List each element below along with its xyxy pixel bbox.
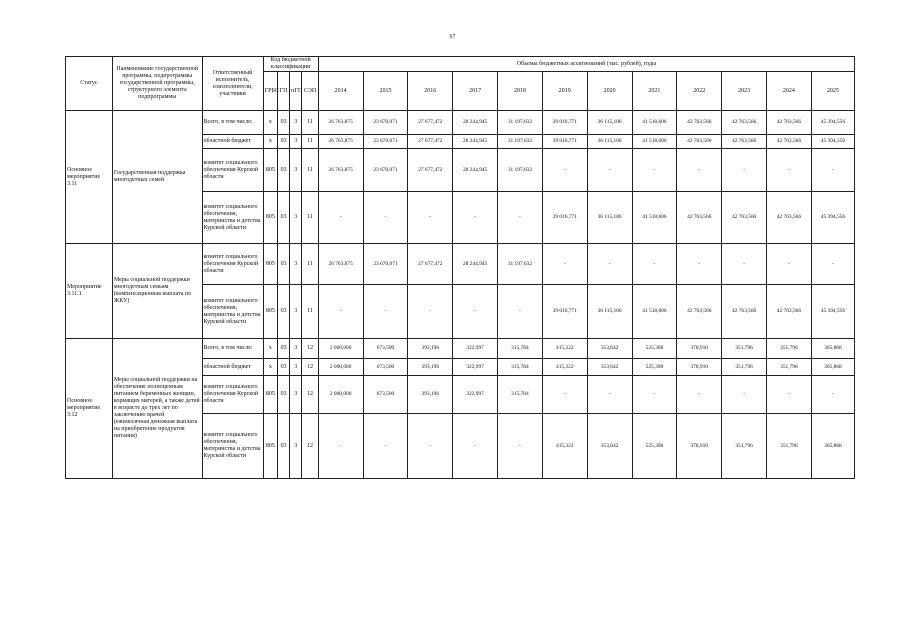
value-cell: - <box>767 149 812 192</box>
value-cell: - <box>767 376 812 414</box>
code-cell: 3 <box>290 414 302 479</box>
value-cell: - <box>632 149 677 192</box>
value-cell: - <box>363 285 408 339</box>
value-cell: 41 518,606 <box>632 285 677 339</box>
executor-cell: областной бюджет <box>202 135 263 149</box>
value-cell: 351,796 <box>767 414 812 479</box>
executor-cell: областной бюджет <box>202 359 263 376</box>
value-cell: 322,997 <box>453 339 498 359</box>
value-cell: 2 000,000 <box>318 376 363 414</box>
value-cell: - <box>498 414 543 479</box>
header-code-pgp: пГП <box>290 72 302 111</box>
code-cell: 11 <box>302 135 318 149</box>
header-year: 2023 <box>722 72 767 111</box>
program-name-cell: Меры социальной поддержки многодетным семьям (компенсационная выплата по ЖКУ) <box>112 244 202 339</box>
code-cell: 3 <box>290 111 302 135</box>
value-cell: 28 244,945 <box>453 149 498 192</box>
value-cell: 365,868 <box>811 359 854 376</box>
executor-cell: комитет социального обеспечения, материнства и детства Курской области <box>202 285 263 339</box>
value-cell: 673,500 <box>363 376 408 414</box>
value-cell: - <box>722 376 767 414</box>
executor-cell: комитет социального обеспечения, материнства и детства Курской области <box>202 192 263 244</box>
value-cell: - <box>811 149 854 192</box>
program-name-cell: Государственная поддержка многодетных семей <box>112 111 202 244</box>
value-cell: 42 763,566 <box>722 285 767 339</box>
executor-cell: комитет социального обеспечения Курской области <box>202 149 263 192</box>
code-cell: 03 <box>277 376 289 414</box>
value-cell: 351,796 <box>767 359 812 376</box>
value-cell: 31 197,632 <box>498 111 543 135</box>
value-cell: - <box>542 244 587 285</box>
code-cell: 805 <box>263 244 277 285</box>
executor-cell: Всего, в том числе: <box>202 111 263 135</box>
value-cell: - <box>318 414 363 479</box>
value-cell: 36 115,106 <box>587 285 632 339</box>
budget-table <box>65 56 855 479</box>
value-cell: 322,997 <box>453 376 498 414</box>
value-cell: 39 016,771 <box>542 285 587 339</box>
value-cell: 525,398 <box>632 414 677 479</box>
value-cell: 673,500 <box>363 359 408 376</box>
value-cell: 2 000,000 <box>318 339 363 359</box>
value-cell: 26 763,875 <box>318 135 363 149</box>
code-cell: х <box>263 111 277 135</box>
value-cell: 42 763,566 <box>722 192 767 244</box>
value-cell: 42 763,566 <box>767 135 812 149</box>
value-cell: 28 244,945 <box>453 244 498 285</box>
header-year: 2014 <box>318 72 363 111</box>
value-cell: 673,500 <box>363 339 408 359</box>
value-cell: 23 670,071 <box>363 135 408 149</box>
executor-cell: комитет социального обеспечения, материнства и детства Курской области <box>202 414 263 479</box>
header-code-gp: ГП <box>277 72 289 111</box>
page-number: 67 <box>449 34 456 40</box>
value-cell: 23 670,071 <box>363 149 408 192</box>
value-cell: 525,398 <box>632 359 677 376</box>
value-cell: 315,784 <box>498 376 543 414</box>
code-cell: 12 <box>302 359 318 376</box>
code-cell: 805 <box>263 192 277 244</box>
value-cell: 378,910 <box>677 359 722 376</box>
value-cell: - <box>677 244 722 285</box>
value-cell: - <box>722 244 767 285</box>
header-status: Статус <box>66 57 113 111</box>
value-cell: 353,642 <box>587 359 632 376</box>
code-cell: 805 <box>263 285 277 339</box>
code-cell: 03 <box>277 414 289 479</box>
code-cell: х <box>263 359 277 376</box>
value-cell: 42 763,566 <box>767 111 812 135</box>
value-cell: - <box>453 285 498 339</box>
value-cell: - <box>722 149 767 192</box>
code-cell: 3 <box>290 339 302 359</box>
value-cell: 42 763,566 <box>677 135 722 149</box>
value-cell: 41 518,606 <box>632 135 677 149</box>
value-cell: 36 115,106 <box>587 111 632 135</box>
status-cell: Мероприятие 3.11.1 <box>66 244 113 339</box>
value-cell: - <box>587 244 632 285</box>
value-cell: 27 677,472 <box>408 149 453 192</box>
code-cell: 03 <box>277 135 289 149</box>
value-cell: 353,642 <box>587 414 632 479</box>
value-cell: 393,196 <box>408 376 453 414</box>
header-code-sep: СЭП <box>302 72 318 111</box>
code-cell: х <box>263 339 277 359</box>
header-budget-code: Код бюджетной классификации <box>263 57 318 72</box>
value-cell: 31 197,632 <box>498 149 543 192</box>
value-cell: - <box>767 244 812 285</box>
value-cell: 26 763,875 <box>318 244 363 285</box>
status-cell: Основное мероприятие 3.11 <box>66 111 113 244</box>
value-cell: 26 763,875 <box>318 149 363 192</box>
code-cell: 3 <box>290 376 302 414</box>
value-cell: - <box>498 285 543 339</box>
value-cell: - <box>587 149 632 192</box>
value-cell: 28 244,945 <box>453 135 498 149</box>
value-cell: 353,642 <box>587 339 632 359</box>
header-year: 2021 <box>632 72 677 111</box>
value-cell: 2 000,000 <box>318 359 363 376</box>
value-cell: 39 016,771 <box>542 111 587 135</box>
value-cell: - <box>811 376 854 414</box>
code-cell: 3 <box>290 135 302 149</box>
value-cell: 415,322 <box>542 359 587 376</box>
value-cell: 45 394,556 <box>811 192 854 244</box>
value-cell: 23 670,071 <box>363 244 408 285</box>
code-cell: 03 <box>277 359 289 376</box>
value-cell: - <box>408 192 453 244</box>
value-cell: 525,398 <box>632 339 677 359</box>
value-cell: 42 763,566 <box>722 111 767 135</box>
code-cell: х <box>263 135 277 149</box>
value-cell: 42 763,566 <box>677 285 722 339</box>
value-cell: 351,796 <box>767 339 812 359</box>
code-cell: 805 <box>263 376 277 414</box>
header-year: 2022 <box>677 72 722 111</box>
value-cell: 31 197,632 <box>498 135 543 149</box>
value-cell: - <box>498 192 543 244</box>
executor-cell: комитет социального обеспечения Курской области <box>202 376 263 414</box>
value-cell: 45 394,556 <box>811 285 854 339</box>
code-cell: 12 <box>302 376 318 414</box>
code-cell: 12 <box>302 414 318 479</box>
value-cell: 36 115,106 <box>587 135 632 149</box>
value-cell: - <box>318 285 363 339</box>
code-cell: 03 <box>277 339 289 359</box>
value-cell: 26 763,875 <box>318 111 363 135</box>
value-cell: 31 197,632 <box>498 244 543 285</box>
code-cell: 03 <box>277 244 289 285</box>
value-cell: 42 763,566 <box>767 285 812 339</box>
value-cell: - <box>632 244 677 285</box>
value-cell: 41 518,606 <box>632 192 677 244</box>
value-cell: 41 518,606 <box>632 111 677 135</box>
value-cell: 27 677,472 <box>408 111 453 135</box>
code-cell: 11 <box>302 149 318 192</box>
value-cell: 42 763,566 <box>677 111 722 135</box>
header-year: 2015 <box>363 72 408 111</box>
value-cell: 28 244,945 <box>453 111 498 135</box>
value-cell: 45 394,556 <box>811 111 854 135</box>
value-cell: - <box>677 376 722 414</box>
value-cell: - <box>363 192 408 244</box>
value-cell: 365,868 <box>811 339 854 359</box>
value-cell: - <box>542 149 587 192</box>
table-row <box>66 244 855 285</box>
executor-cell: Всего, в том числе: <box>202 339 263 359</box>
code-cell: 3 <box>290 285 302 339</box>
code-cell: 11 <box>302 111 318 135</box>
header-code-grbs: ГРБС <box>263 72 277 111</box>
value-cell: 415,322 <box>542 339 587 359</box>
value-cell: - <box>453 192 498 244</box>
code-cell: 3 <box>290 192 302 244</box>
executor-cell: комитет социального обеспечения Курской области <box>202 244 263 285</box>
code-cell: 11 <box>302 244 318 285</box>
code-cell: 03 <box>277 111 289 135</box>
value-cell: 322,997 <box>453 359 498 376</box>
code-cell: 03 <box>277 285 289 339</box>
value-cell: - <box>632 376 677 414</box>
value-cell: 42 763,566 <box>722 135 767 149</box>
code-cell: 805 <box>263 149 277 192</box>
header-name: Наименование государственной программы, подпрограммы государственной программы, структурного элемента подпрограммы <box>112 57 202 111</box>
value-cell: 415,322 <box>542 414 587 479</box>
header-year: 2020 <box>587 72 632 111</box>
value-cell: 39 016,771 <box>542 192 587 244</box>
value-cell: - <box>677 149 722 192</box>
value-cell: 36 115,106 <box>587 192 632 244</box>
header-year: 2025 <box>811 72 854 111</box>
table-row <box>66 339 855 359</box>
code-cell: 11 <box>302 285 318 339</box>
code-cell: 3 <box>290 359 302 376</box>
program-name-cell: Меры социальной поддержки на обеспечение полноценным питанием беременных женщин, кормящих матерей, а также детей в возрасте до трех лет по заключению врачей (ежемесячная денежная выплата на приобретение продуктов питания) <box>112 339 202 479</box>
code-cell: 3 <box>290 149 302 192</box>
value-cell: - <box>318 192 363 244</box>
value-cell: 351,796 <box>722 359 767 376</box>
value-cell: 45 394,556 <box>811 135 854 149</box>
header-budget-volumes: Объемы бюджетных ассигнований (тыс. рублей), годы <box>318 57 854 72</box>
code-cell: 805 <box>263 414 277 479</box>
value-cell: 378,910 <box>677 339 722 359</box>
header-year: 2018 <box>498 72 543 111</box>
value-cell: - <box>408 414 453 479</box>
table-body <box>66 111 855 479</box>
value-cell: 393,196 <box>408 339 453 359</box>
value-cell: 315,784 <box>498 339 543 359</box>
header-year: 2016 <box>408 72 453 111</box>
value-cell: 315,784 <box>498 359 543 376</box>
value-cell: 27 677,472 <box>408 135 453 149</box>
value-cell: 42 763,566 <box>767 192 812 244</box>
header-year: 2017 <box>453 72 498 111</box>
value-cell: - <box>811 244 854 285</box>
header-year: 2024 <box>767 72 812 111</box>
value-cell: - <box>453 414 498 479</box>
value-cell: - <box>408 285 453 339</box>
value-cell: 393,196 <box>408 359 453 376</box>
header-year: 2019 <box>542 72 587 111</box>
value-cell: 42 763,566 <box>677 192 722 244</box>
value-cell: - <box>587 376 632 414</box>
value-cell: 27 677,472 <box>408 244 453 285</box>
code-cell: 03 <box>277 149 289 192</box>
value-cell: 365,868 <box>811 414 854 479</box>
value-cell: 378,910 <box>677 414 722 479</box>
value-cell: 351,796 <box>722 414 767 479</box>
value-cell: 39 016,771 <box>542 135 587 149</box>
code-cell: 11 <box>302 192 318 244</box>
code-cell: 03 <box>277 192 289 244</box>
value-cell: - <box>542 376 587 414</box>
value-cell: 23 670,071 <box>363 111 408 135</box>
table-row <box>66 111 855 135</box>
code-cell: 3 <box>290 244 302 285</box>
status-cell: Основное мероприятие 3.12 <box>66 339 113 479</box>
code-cell: 12 <box>302 339 318 359</box>
header-executor: Ответственный исполнитель, соисполнители, участники <box>202 57 263 111</box>
value-cell: 351,796 <box>722 339 767 359</box>
value-cell: - <box>363 414 408 479</box>
